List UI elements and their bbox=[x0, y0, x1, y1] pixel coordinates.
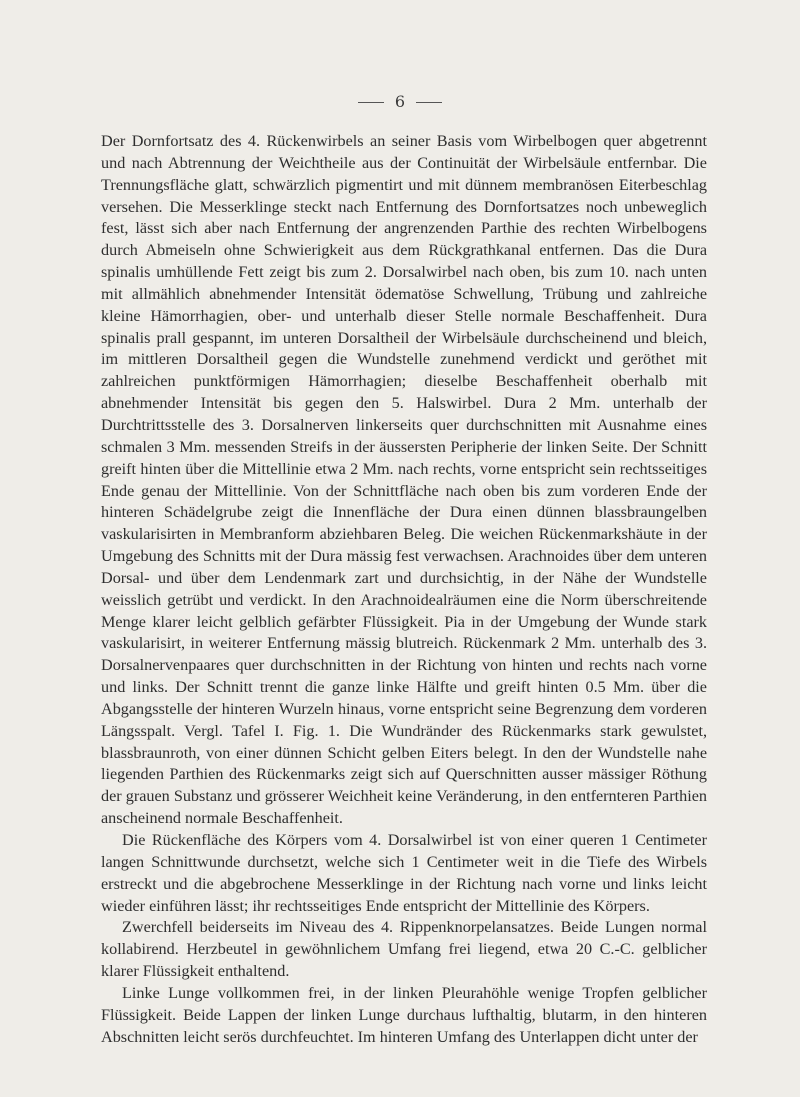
page-number: 6 bbox=[394, 92, 406, 111]
paragraph: Zwerchfell beiderseits im Niveau des 4. Rippenknorpelansatzes. Beide Lungen normal kollabirend. Herzbeutel in gewöhnlichem Umfang frei liegend, etwa 20 C.-C. gelblicher klarer Flüssigkeit enthaltend. bbox=[101, 918, 707, 981]
page-header bbox=[0, 92, 800, 111]
paragraph: Die Rückenfläche des Körpers vom 4. Dorsalwirbel ist von einer queren 1 Centimeter langen Schnittwunde durchsetzt, welche sich 1 Centimeter weit in die Tiefe des Wirbels erstreckt und die abgebrochene Messerklinge in der Richtung nach vorne und links leicht wieder einführen lässt; ihr rechtsseitiges Ende entspricht der Mittellinie des Körpers. bbox=[101, 831, 707, 915]
paragraph: Linke Lunge vollkommen frei, in der linken Pleurahöhle wenige Tropfen gelblicher Flüssigkeit. Beide Lappen der linken Lunge durchaus lufthaltig, blutarm, in den hinteren Abschnitten leicht serös durchfeuchtet. Im hinteren Umfang des Unterlappen dicht unter der bbox=[101, 983, 707, 1046]
header-rule-right bbox=[416, 102, 442, 103]
header-rule-left bbox=[358, 102, 384, 103]
body-text bbox=[101, 131, 707, 1048]
paragraph: Der Dornfortsatz des 4. Rückenwirbels an seiner Basis vom Wirbelbogen quer abgetrennt und nach Abtrennung der Weichtheile aus der Continuität der Wirbelsäule entfernbar. Die Trennungsfläche glatt, schwärzlich pigmentirt und mit dünnem membranösen Eiterbeschlag versehen. Die Messerklinge steckt nach Entfernung des Dornfortsatzes noch unbeweglich fest, lässt sich aber nach Entfernung der angrenzenden Parthie des rechten Wirbelbogens durch Abmeiseln ohne Schwierigkeit aus dem Rückgrathkanal entfernen. Das die Dura spinalis umhüllende Fett zeigt bis zum 2. Dorsalwirbel nach oben, bis zum 10. nach unten mit allmählich abnehmender Intensität ödematöse Schwellung, Trübung und zahlreiche kleine Hämorrhagien, ober- und unterhalb dieser Stelle normale Beschaffenheit. Dura spinalis prall gespannt, im unteren Dorsaltheil der Wirbelsäule durchscheinend und bleich, im mittleren Dorsaltheil gegen die Wundstelle zunehmend verdickt und geröthet mit zahlreichen punktförmigen Hämorrhagien; dieselbe Beschaffenheit oberhalb mit abnehmender Intensität bis gegen den 5. Halswirbel. Dura 2 Mm. unterhalb der Durchtrittsstelle des 3. Dorsalnerven linkerseits quer durchschnitten mit Ausnahme eines schmalen 3 Mm. messenden Streifs in der äussersten Peripherie der linken Seite. Der Schnitt greift hinten über die Mittellinie etwa 2 Mm. nach rechts, vorne entspricht sein rechtsseitiges Ende genau der Mittellinie. Von der Schnittfläche nach oben bis zum vorderen Ende der hinteren Schädelgrube zeigt die Innenfläche der Dura einen dünnen blassbraungelben vaskularisirten in Membranform abziehbaren Beleg. Die weichen Rückenmarkshäute in der Umgebung des Schnitts mit der Dura mässig fest verwachsen. Arachnoides über dem unteren Dorsal- und über dem Lendenmark zart und durchsichtig, in der Nähe der Wundstelle weisslich getrübt und verdickt. In den Arachnoidealräumen eine die Norm überschreitende Menge klarer leicht gelblich gefärbter Flüssigkeit. Pia in der Umgebung der Wunde stark vaskularisirt, in weiterer Entfernung mässig blutreich. Rückenmark 2 Mm. unterhalb des 3. Dorsalnervenpaares quer durchschnitten in der Richtung von hinten und rechts nach vorne und links. Der Schnitt trennt die ganze linke Hälfte und greift hinten 0.5 Mm. über die Abgangsstelle der hinteren Wurzeln hinaus, vorne entspricht seine Begrenzung dem vorderen Längsspalt. Vergl. Tafel I. Fig. 1. Die Wundränder des Rückenmarks stark gewulstet, blassbraunroth, von einer dünnen Schicht gelben Eiters belegt. In den der Wundstelle nahe liegenden Parthien des Rückenmarks zeigt sich auf Querschnitten ausser mässiger Röthung der grauen Substanz und grösserer Weichheit keine Veränderung, in den entfernteren Parthien anscheinend normale Beschaffenheit. bbox=[101, 132, 707, 828]
